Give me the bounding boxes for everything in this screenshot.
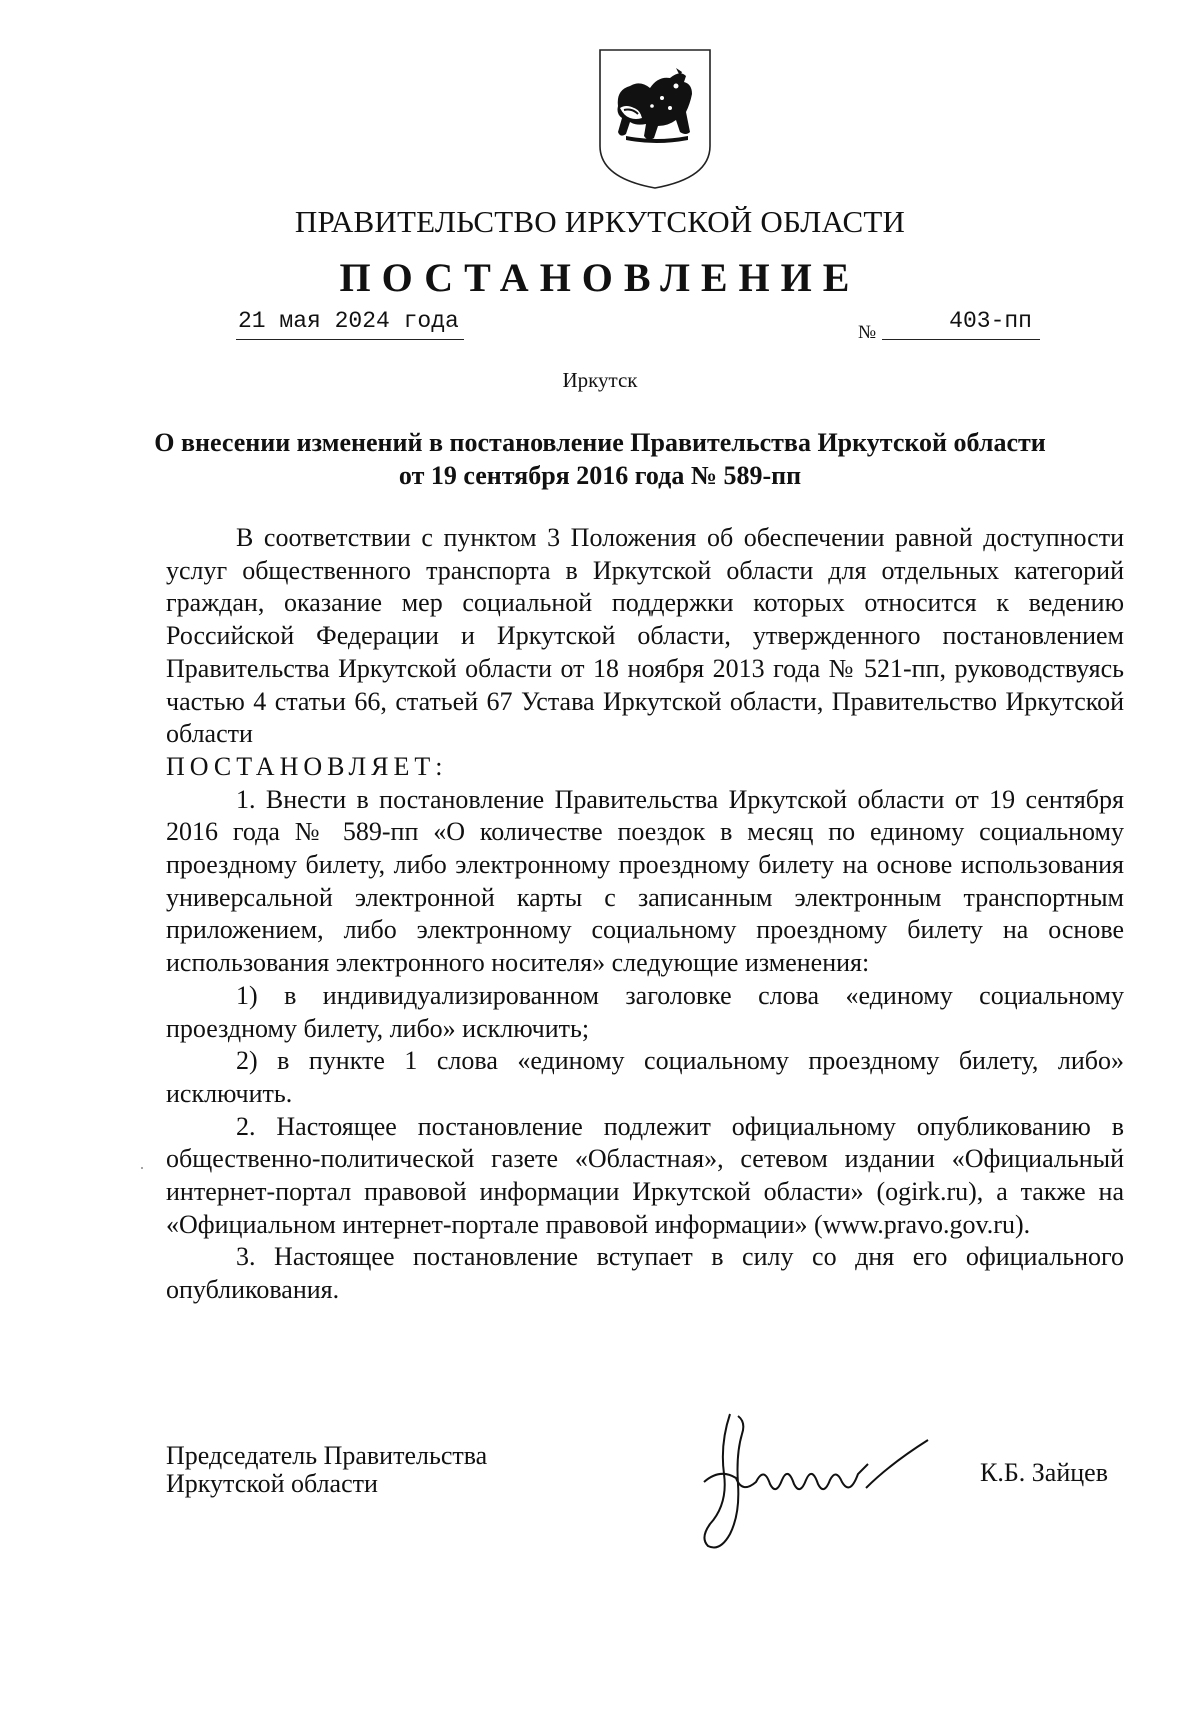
item-1-1-paragraph: 1) в индивидуализированном заголовке слова «единому социальному проездному билету, либо» исключить; <box>166 980 1124 1043</box>
preamble-paragraph: В соответствии с пунктом 3 Положения об обеспечении равной доступности услуг общественного транспорта в Иркутской области для отдельных категорий граждан, оказание мер социальной поддержки которых относится к ведению Российской Федерации и Иркутской области, утвержденного постановлением Правительства Иркутской области от 18 ноября 2013 года № 521-пп, руководствуясь частью 4 статьи 66, статьей 67 Устава Иркутской области, Правительство Иркутской области <box>166 523 1124 749</box>
number-sign: № <box>858 322 877 343</box>
scan-speck <box>141 1167 143 1169</box>
decree-number: 403-пп <box>882 308 1040 340</box>
government-title: ПРАВИТЕЛЬСТВО ИРКУТСКОЙ ОБЛАСТИ <box>294 204 906 239</box>
item-1-2-paragraph: 2) в пункте 1 слова «единому социальному проездному билету, либо» исключить. <box>166 1046 1124 1108</box>
decree-date: 21 мая 2024 года <box>236 308 464 340</box>
position-line-2: Иркутской области <box>166 1469 378 1498</box>
decree-body <box>166 522 1124 1307</box>
decree-subject <box>150 426 1050 492</box>
resolves-heading: ПОСТАНОВЛЯЕТ: <box>166 751 448 781</box>
position-line-1: Председатель Правительства <box>166 1441 488 1470</box>
city: Иркутск <box>562 368 638 392</box>
item-1-paragraph: 1. Внести в постановление Правительства Иркутской области от 19 сентября 2016 года № 589-пп «О количестве поездок в месяц по единому социальному проездному билету, либо электронному проездному билету на основе использования универсальной электронной карты с записанным электронным транспортным приложением, либо электронному социальному проездному билету на основе использования электронного носителя» следующие изменения: <box>166 784 1124 978</box>
subject-line-2: от 19 сентября 2016 года № 589-пп <box>398 461 802 490</box>
coat-of-arms-emblem <box>596 46 714 192</box>
item-3-paragraph: 3. Настоящее постановление вступает в силу со дня его официального опубликования. <box>166 1242 1124 1305</box>
handwritten-signature <box>690 1404 940 1554</box>
signatory-position <box>166 1442 487 1498</box>
decree-title: ПОСТАНОВЛЕНИЕ <box>339 255 861 300</box>
subject-line-1: О внесении изменений в постановление Правительства Иркутской области <box>154 428 1046 457</box>
signatory-name: К.Б. Зайцев <box>980 1458 1108 1487</box>
item-2-paragraph: 2. Настоящее постановление подлежит официальному опубликованию в общественно-политической газете «Областная», сетевом издании «Официальный интернет-портал правовой информации Иркутской области» (ogirk.ru), а также на «Официальном интернет-портале правовой информации» (www.pravo.gov.ru). <box>166 1111 1124 1239</box>
